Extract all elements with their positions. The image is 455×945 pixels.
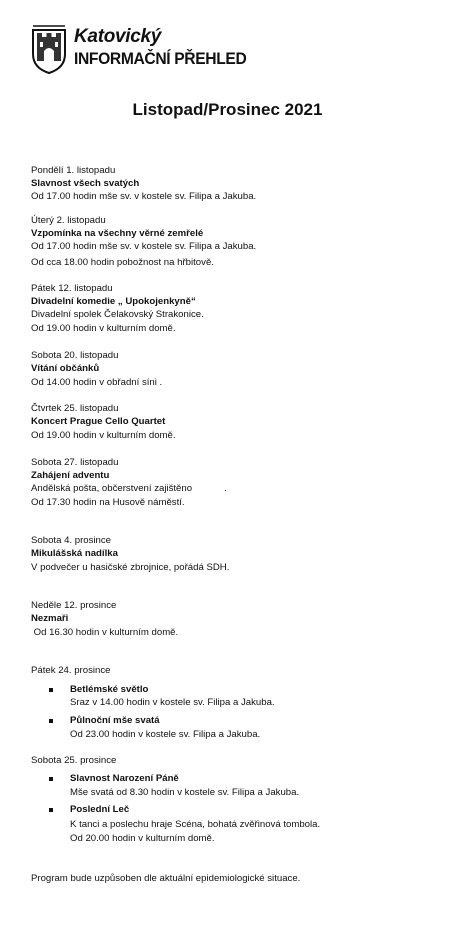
- event-detail: Od 14.00 hodin v obřadní síni .: [31, 377, 163, 388]
- katovice-coat-of-arms-logo: [30, 24, 68, 74]
- event-name: Slavnost všech svatých: [31, 178, 140, 189]
- event-detail: K tanci a poslechu hraje Scéna, bohatá zvěřinová tombola.: [70, 819, 321, 830]
- event-detail: Od 19.00 hodin v kulturním domě.: [31, 430, 176, 441]
- page-title: Listopad/Prosinec 2021: [132, 100, 323, 119]
- event-detail: Od 19.00 hodin v kulturním domě.: [31, 323, 176, 334]
- event-detail: Divadelní spolek Čelakovský Strakonice.: [31, 309, 204, 320]
- event-name: Půlnoční mše svatá: [70, 715, 160, 726]
- event-detail: Od 20.00 hodin v kulturním domě.: [70, 833, 215, 844]
- event-date: Úterý 2. listopadu: [31, 215, 106, 226]
- event-detail: Od 17.30 hodin na Husově náměstí.: [31, 497, 185, 508]
- event-name: Mikulášská nadílka: [31, 548, 118, 559]
- brand-subtitle: INFORMAČNÍ PŘEHLED: [74, 49, 247, 68]
- event-name: Poslední Leč: [70, 804, 130, 815]
- event-name: Zahájení adventu: [31, 470, 110, 481]
- event-name: Betlémské světlo: [70, 684, 149, 695]
- event-date: Sobota 25. prosince: [31, 755, 117, 766]
- bullet-icon: [49, 719, 53, 723]
- bullet-icon: [49, 688, 53, 692]
- event-name: Nezmaři: [31, 613, 69, 624]
- event-detail: Od cca 18.00 hodin pobožnost na hřbitově.: [31, 257, 214, 268]
- event-detail: Od 17.00 hodin mše sv. v kostele sv. Filipa a Jakuba.: [31, 241, 257, 252]
- event-date: Pondělí 1. listopadu: [31, 165, 116, 176]
- event-detail: Andělská pošta, občerstvení zajištěno .: [31, 483, 227, 494]
- event-detail: Od 16.30 hodin v kulturním domě.: [31, 627, 179, 638]
- event-date: Sobota 4. prosince: [31, 535, 112, 546]
- bullet-icon: [49, 777, 53, 781]
- bullet-icon: [49, 808, 53, 812]
- event-detail: V podvečer u hasičské zbrojnice, pořádá SDH.: [31, 562, 230, 573]
- event-detail: Od 17.00 hodin mše sv. v kostele sv. Filipa a Jakuba.: [31, 191, 257, 202]
- event-detail: Od 23.00 hodin v kostele sv. Filipa a Jakuba.: [70, 729, 261, 740]
- event-date: Neděle 12. prosince: [31, 600, 117, 611]
- event-name: Vzpomínka na všechny věrné zemřelé: [31, 228, 204, 239]
- event-detail: Sraz v 14.00 hodin v kostele sv. Filipa a Jakuba.: [70, 697, 275, 708]
- event-name: Vítání občánků: [31, 363, 100, 374]
- event-date: Sobota 20. listopadu: [31, 350, 119, 361]
- footer-note: Program bude uzpůsoben dle aktuální epidemiologické situace.: [31, 873, 301, 884]
- event-name: Koncert Prague Cello Quartet: [31, 416, 166, 427]
- event-date: Pátek 24. prosince: [31, 665, 111, 676]
- event-date: Sobota 27. listopadu: [31, 457, 119, 468]
- brand-name: Katovický: [74, 26, 162, 47]
- event-name: Slavnost Narození Páně: [70, 773, 179, 784]
- event-date: Pátek 12. listopadu: [31, 283, 113, 294]
- event-date: Čtvrtek 25. listopadu: [31, 403, 119, 414]
- event-detail: Mše svatá od 8.30 hodin v kostele sv. Filipa a Jakuba.: [70, 787, 300, 798]
- event-name: Divadelní komedie „ Upokojenkyně“: [31, 296, 196, 307]
